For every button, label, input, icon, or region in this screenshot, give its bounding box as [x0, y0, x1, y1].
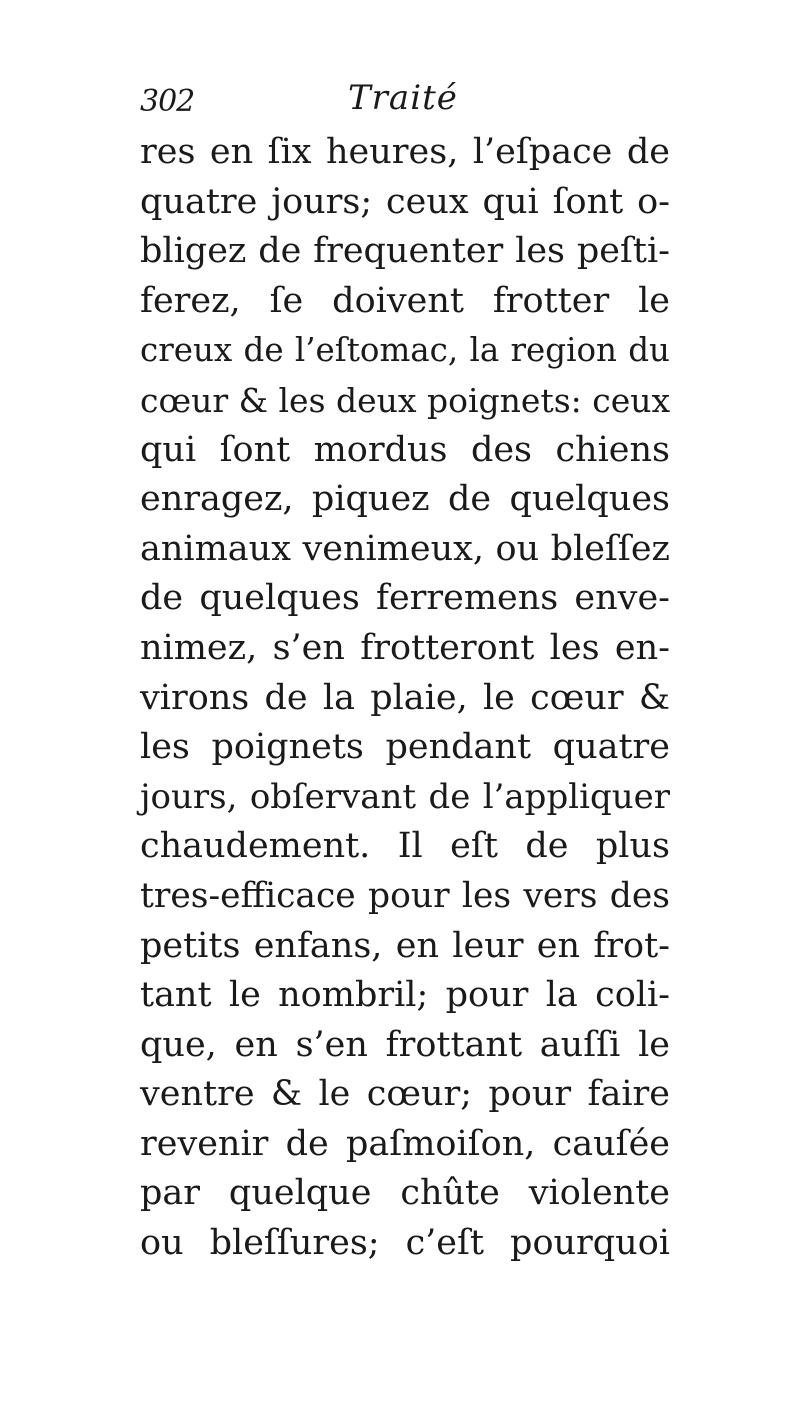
text-line: nimez, s’en frotteront les en-: [140, 627, 670, 668]
running-title: Traité: [348, 78, 458, 118]
text-line: chaudement. Il eſt de plus: [140, 826, 670, 867]
body-text: [140, 128, 670, 1269]
text-line: que, en s’en frottant auſſi le: [140, 1024, 670, 1065]
text-line: ventre & le cœur; pour faire: [140, 1074, 670, 1115]
text-line: jours, obſervant de l’appliquer: [140, 776, 670, 817]
text-line: tant le nombril; pour la coli-: [140, 975, 670, 1016]
text-line: ou bleſſures; c’eſt pourquoi: [140, 1223, 670, 1264]
running-head: [140, 78, 680, 128]
text-line: par quelque chûte violente: [140, 1173, 670, 1214]
text-line: enragez, piquez de quelques: [140, 479, 670, 520]
text-line: creux de l’eſtomac, la region du: [140, 331, 670, 370]
text-line: revenir de paſmoiſon, cauſée: [140, 1123, 670, 1164]
text-line: animaux venimeux, ou bleſſez: [140, 528, 670, 569]
text-line: virons de la plaie, le cœur &: [140, 677, 670, 718]
text-line: qui ſont mordus des chiens: [140, 429, 670, 470]
page-number: 302: [140, 84, 195, 119]
text-line: les poignets pendant quatre: [140, 727, 670, 768]
text-line: de quelques ferremens enve-: [140, 578, 670, 619]
text-line: res en ſix heures, l’eſpace de: [140, 132, 670, 172]
text-line: tres-efficace pour les vers des: [140, 875, 670, 916]
text-line: cœur & les deux poignets: ceux: [140, 380, 671, 420]
text-line: bligez de frequenter les peſti-: [140, 231, 670, 272]
text-line: quatre jours; ceux qui ſont o-: [140, 181, 670, 222]
text-line: ferez, ſe doivent frotter le: [140, 280, 670, 321]
text-line: petits enfans, en leur en frot-: [140, 925, 670, 966]
